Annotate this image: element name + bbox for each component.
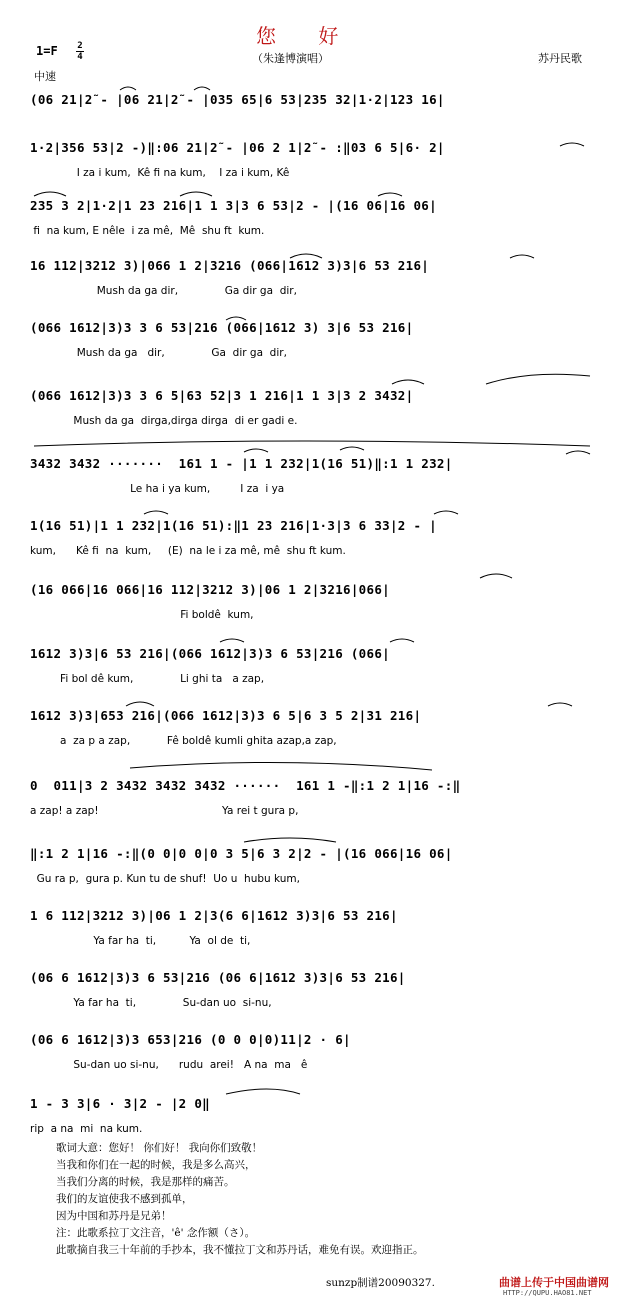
- lyric-line: Su-dan uo si-nu, rudu arei! A na ma ê: [30, 1059, 308, 1071]
- staff-line: 16 112|3212 3)|066 1 2|3216 (066|1612 3)3|6 53 216|: [30, 258, 430, 273]
- staff-line: (066 1612|3)3 3 6 5|63 52|3 1 216|1 1 3|3 2 3432|: [30, 388, 414, 403]
- note-line: 当我和你们在一起的时候，我是多么高兴，: [56, 1159, 256, 1171]
- staff-line: 3432 3432 ······· 161 1 - |1 1 232|1(16 51)‖:1 1 232|: [30, 456, 453, 471]
- composer: 苏丹民歌: [538, 52, 582, 65]
- lyric-line: rip a na mi na kum.: [30, 1123, 143, 1135]
- note-line: 因为中国和苏丹是兄弟！: [56, 1210, 172, 1222]
- key-signature: 1=F: [36, 44, 58, 58]
- lyric-line: a zap! a zap! Ya rei t gura p,: [30, 805, 299, 817]
- lyric-line: Ya far ha ti, Su-dan uo si-nu,: [30, 997, 272, 1009]
- meter-top: 2: [77, 41, 83, 51]
- staff-line: 0 011|3 2 3432 3432 3432 ······ 161 1 -‖:1 2 1|16 -:‖: [30, 778, 461, 793]
- staff-line: (16 066|16 066|16 112|3212 3)|06 1 2|3216|066|: [30, 582, 390, 597]
- staff-line: 1 6 112|3212 3)|06 1 2|3(6 6|1612 3)3|6 53 216|: [30, 908, 398, 923]
- staff-line: 1612 3)3|653 216|(066 1612|3)3 6 5|6 3 5 2|31 216|: [30, 708, 422, 723]
- lyric-line: Mush da ga dirga,dirga dirga di er gadi e.: [30, 415, 298, 427]
- staff-line: 1(16 51)|1 1 232|1(16 51):‖1 23 216|1·3|3 6 33|2 - |: [30, 518, 437, 533]
- meter-bottom: 4: [77, 52, 83, 62]
- note-line: 我们的友谊使我不感到孤单，: [56, 1193, 193, 1205]
- note-line: 注：此歌系拉丁文注音，'ê' 念作额（さ）。: [56, 1227, 256, 1239]
- staff-line: 1·2|356 53|2 -)‖:06 21|2̃ - |06 2 1|2̃ - :‖03 6 5|6· 2|: [30, 140, 445, 155]
- lyric-line: Le ha i ya kum, I za i ya: [30, 483, 285, 495]
- lyric-line: fi na kum, E nêle i za mê, Mê shu ft kum.: [30, 225, 265, 237]
- lyric-line: Fi boldê kum,: [30, 609, 254, 621]
- staff-line: 235 3 2|1·2|1 23 216|1 1 3|3 6 53|2 - |(16 06|16 06|: [30, 198, 437, 213]
- note-line: 歌词大意：您好！ 你们好！ 我向你们致敬！: [56, 1142, 263, 1154]
- lyric-line: Gu ra p, gura p. Kun tu de shuf! Uo u hubu kum,: [30, 873, 300, 885]
- staff-line: (06 6 1612|3)3 6 53|216 (06 6|1612 3)3|6 53 216|: [30, 970, 406, 985]
- lyric-line: Mush da ga dir, Ga dir ga dir,: [30, 285, 297, 297]
- staff-line: 1 - 3 3|6 · 3|2 - |2 0‖: [30, 1096, 210, 1111]
- staff-line: (06 6 1612|3)3 653|216 (0 0 0|0)11|2 · 6|: [30, 1032, 351, 1047]
- watermark-url: HTTP://QUPU.HAO81.NET: [503, 1289, 592, 1297]
- transcriber-credit: sunzp制谱20090327.: [326, 1277, 435, 1289]
- tempo-marking: 中速: [34, 70, 56, 83]
- lyric-line: a za p a zap, Fê boldê kumli ghita azap,a zap,: [30, 735, 337, 747]
- staff-line: (066 1612|3)3 3 6 53|216 (066|1612 3) 3|6 53 216|: [30, 320, 414, 335]
- note-line: 当我们分离的时候，我是那样的痛苦。: [56, 1176, 235, 1188]
- staff-line: (06 21|2̃ - |06 21|2̃ - |035 65|6 53|235 32|1·2|123 16|: [30, 92, 445, 107]
- lyric-line: kum, Kê fi na kum, (E) na le i za mê, mê shu ft kum.: [30, 545, 346, 557]
- lyric-line: Fi bol dê kum, Li ghi ta a zap,: [30, 673, 265, 685]
- staff-line: ‖:1 2 1|16 -:‖(0 0|0 0|0 3 5|6 3 2|2 - |(16 066|16 06|: [30, 846, 453, 861]
- lyric-line: I za i kum, Kê fi na kum, I za i kum, Kê: [30, 167, 290, 179]
- song-title: 您 好: [256, 24, 357, 48]
- performer-note: （朱逢博演唱）: [252, 52, 329, 65]
- watermark-upload: 曲谱上传于中国曲谱网: [499, 1276, 609, 1289]
- staff-line: 1612 3)3|6 53 216|(066 1612|3)3 6 53|216 (066|: [30, 646, 390, 661]
- lyric-line: Mush da ga dir, Ga dir ga dir,: [30, 347, 287, 359]
- note-line: 此歌摘自我三十年前的手抄本，我不懂拉丁文和苏丹话，难免有误。欢迎指正。: [56, 1244, 424, 1256]
- lyric-line: Ya far ha ti, Ya ol de ti,: [30, 935, 251, 947]
